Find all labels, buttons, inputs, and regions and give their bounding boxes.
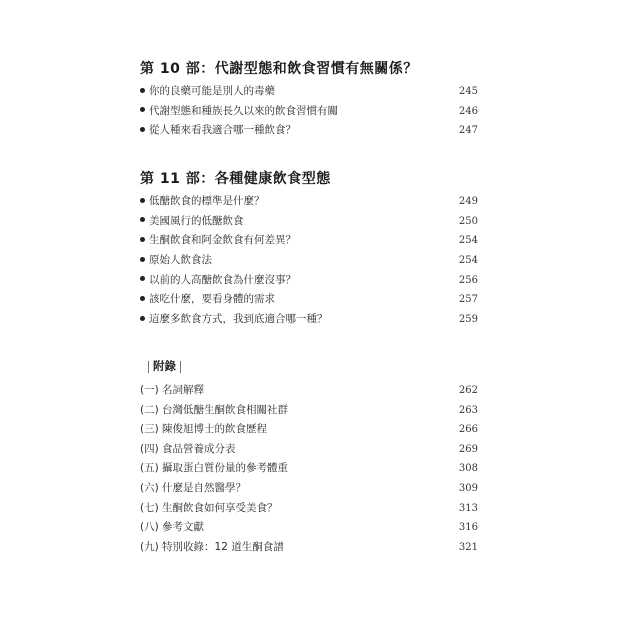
toc-entry[interactable] xyxy=(140,231,478,251)
entry-label: (六) 什麼是自然醫學？ xyxy=(140,481,247,494)
entry-label: 該吃什麼，要看身體的需求 xyxy=(149,293,275,306)
bullet-icon xyxy=(140,217,145,222)
bullet-icon xyxy=(140,276,145,281)
entry-page-number: 249 xyxy=(458,196,478,207)
toc-entry[interactable] xyxy=(140,102,478,122)
section-title: 第 11 部：各種健康飲食型態 xyxy=(140,171,331,187)
toc-entry[interactable] xyxy=(140,192,478,212)
toc-entry[interactable] xyxy=(140,251,478,271)
section-10 xyxy=(140,58,478,141)
entry-page-number: 309 xyxy=(458,482,478,494)
bullet-icon xyxy=(140,88,145,93)
entry-page-number: 308 xyxy=(458,463,478,475)
entry-page-number: 256 xyxy=(458,274,478,286)
entry-label: (四) 食品營養成分表 xyxy=(140,442,236,455)
bullet-icon xyxy=(140,127,145,132)
entry-label: 從人種來看我適合哪一種飲食？ xyxy=(149,124,296,137)
bullet-icon xyxy=(140,316,145,321)
entry-label: 代謝型態和種族長久以來的飲食習慣有關 xyxy=(149,104,338,117)
appendix-entry[interactable] xyxy=(140,518,478,538)
toc-entry[interactable] xyxy=(140,271,478,291)
toc-entry[interactable] xyxy=(140,310,478,330)
section-11 xyxy=(140,168,478,330)
entry-page-number: 259 xyxy=(458,314,478,326)
bullet-icon xyxy=(140,296,145,301)
appendix-title xyxy=(144,357,185,375)
entry-label: 你的良藥可能是別人的毒藥 xyxy=(149,85,275,97)
appendix-entry[interactable] xyxy=(140,538,478,558)
divider xyxy=(148,361,149,373)
appendix-entry[interactable] xyxy=(140,420,478,440)
entry-label: (七) 生酮飲食如何享受美食？ xyxy=(140,501,278,514)
toc-entry[interactable] xyxy=(140,212,478,232)
entry-label: 這麼多飲食方式，我到底適合哪一種？ xyxy=(149,313,328,326)
entry-page-number: 245 xyxy=(458,86,478,97)
section-title: 第 10 部：代謝型態和飲食習慣有無關係？ xyxy=(140,61,418,77)
bullet-icon xyxy=(140,107,145,112)
toc-entry[interactable] xyxy=(140,290,478,310)
entry-page-number: 313 xyxy=(458,502,478,514)
appendix-entry[interactable] xyxy=(140,401,478,421)
entry-label: (一) 名詞解釋 xyxy=(140,384,205,396)
entry-label: (九) 特別收錄：12 道生酮食譜 xyxy=(140,540,284,553)
entry-page-number: 254 xyxy=(458,255,478,267)
entry-label: (五) 攝取蛋白質份量的參考體重 xyxy=(140,462,289,475)
entry-label: (二) 台灣低醣生酮飲食相關社群 xyxy=(140,403,289,416)
appendix-entry[interactable] xyxy=(140,479,478,499)
appendix-entry[interactable] xyxy=(140,459,478,479)
entry-page-number: 250 xyxy=(458,215,478,227)
appendix-list xyxy=(140,381,478,557)
appendix-title-text: 附錄 xyxy=(153,359,176,373)
bullet-icon xyxy=(140,237,145,242)
appendix-entry[interactable] xyxy=(140,499,478,519)
entry-page-number: 257 xyxy=(458,294,478,306)
entry-label: 低醣飲食的標準是什麼？ xyxy=(149,195,265,207)
divider xyxy=(180,361,181,373)
entry-label: 美國風行的低醣飲食 xyxy=(149,214,244,227)
bullet-icon xyxy=(140,198,145,203)
entry-page-number: 263 xyxy=(458,404,478,416)
bullet-icon xyxy=(140,257,145,262)
entry-page-number: 246 xyxy=(458,105,478,117)
entry-page-number: 269 xyxy=(458,443,478,455)
entry-label: (八) 參考文獻 xyxy=(140,521,205,534)
entry-label: (三) 陳俊旭博士的飲食歷程 xyxy=(140,423,268,436)
entry-page-number: 321 xyxy=(458,541,478,553)
entry-page-number: 247 xyxy=(458,125,478,137)
entry-label: 生酮飲食和阿金飲食有何差異？ xyxy=(149,234,296,247)
entry-label: 原始人飲食法 xyxy=(149,254,212,267)
entry-page-number: 262 xyxy=(458,385,478,396)
entry-page-number: 316 xyxy=(458,522,478,534)
appendix-entry[interactable] xyxy=(140,381,478,401)
toc-entry[interactable] xyxy=(140,82,478,102)
appendix-entry[interactable] xyxy=(140,440,478,460)
entry-page-number: 266 xyxy=(458,424,478,436)
toc-entry[interactable] xyxy=(140,121,478,141)
entry-label: 以前的人高醣飲食為什麼沒事？ xyxy=(149,273,296,286)
entry-page-number: 254 xyxy=(458,235,478,247)
